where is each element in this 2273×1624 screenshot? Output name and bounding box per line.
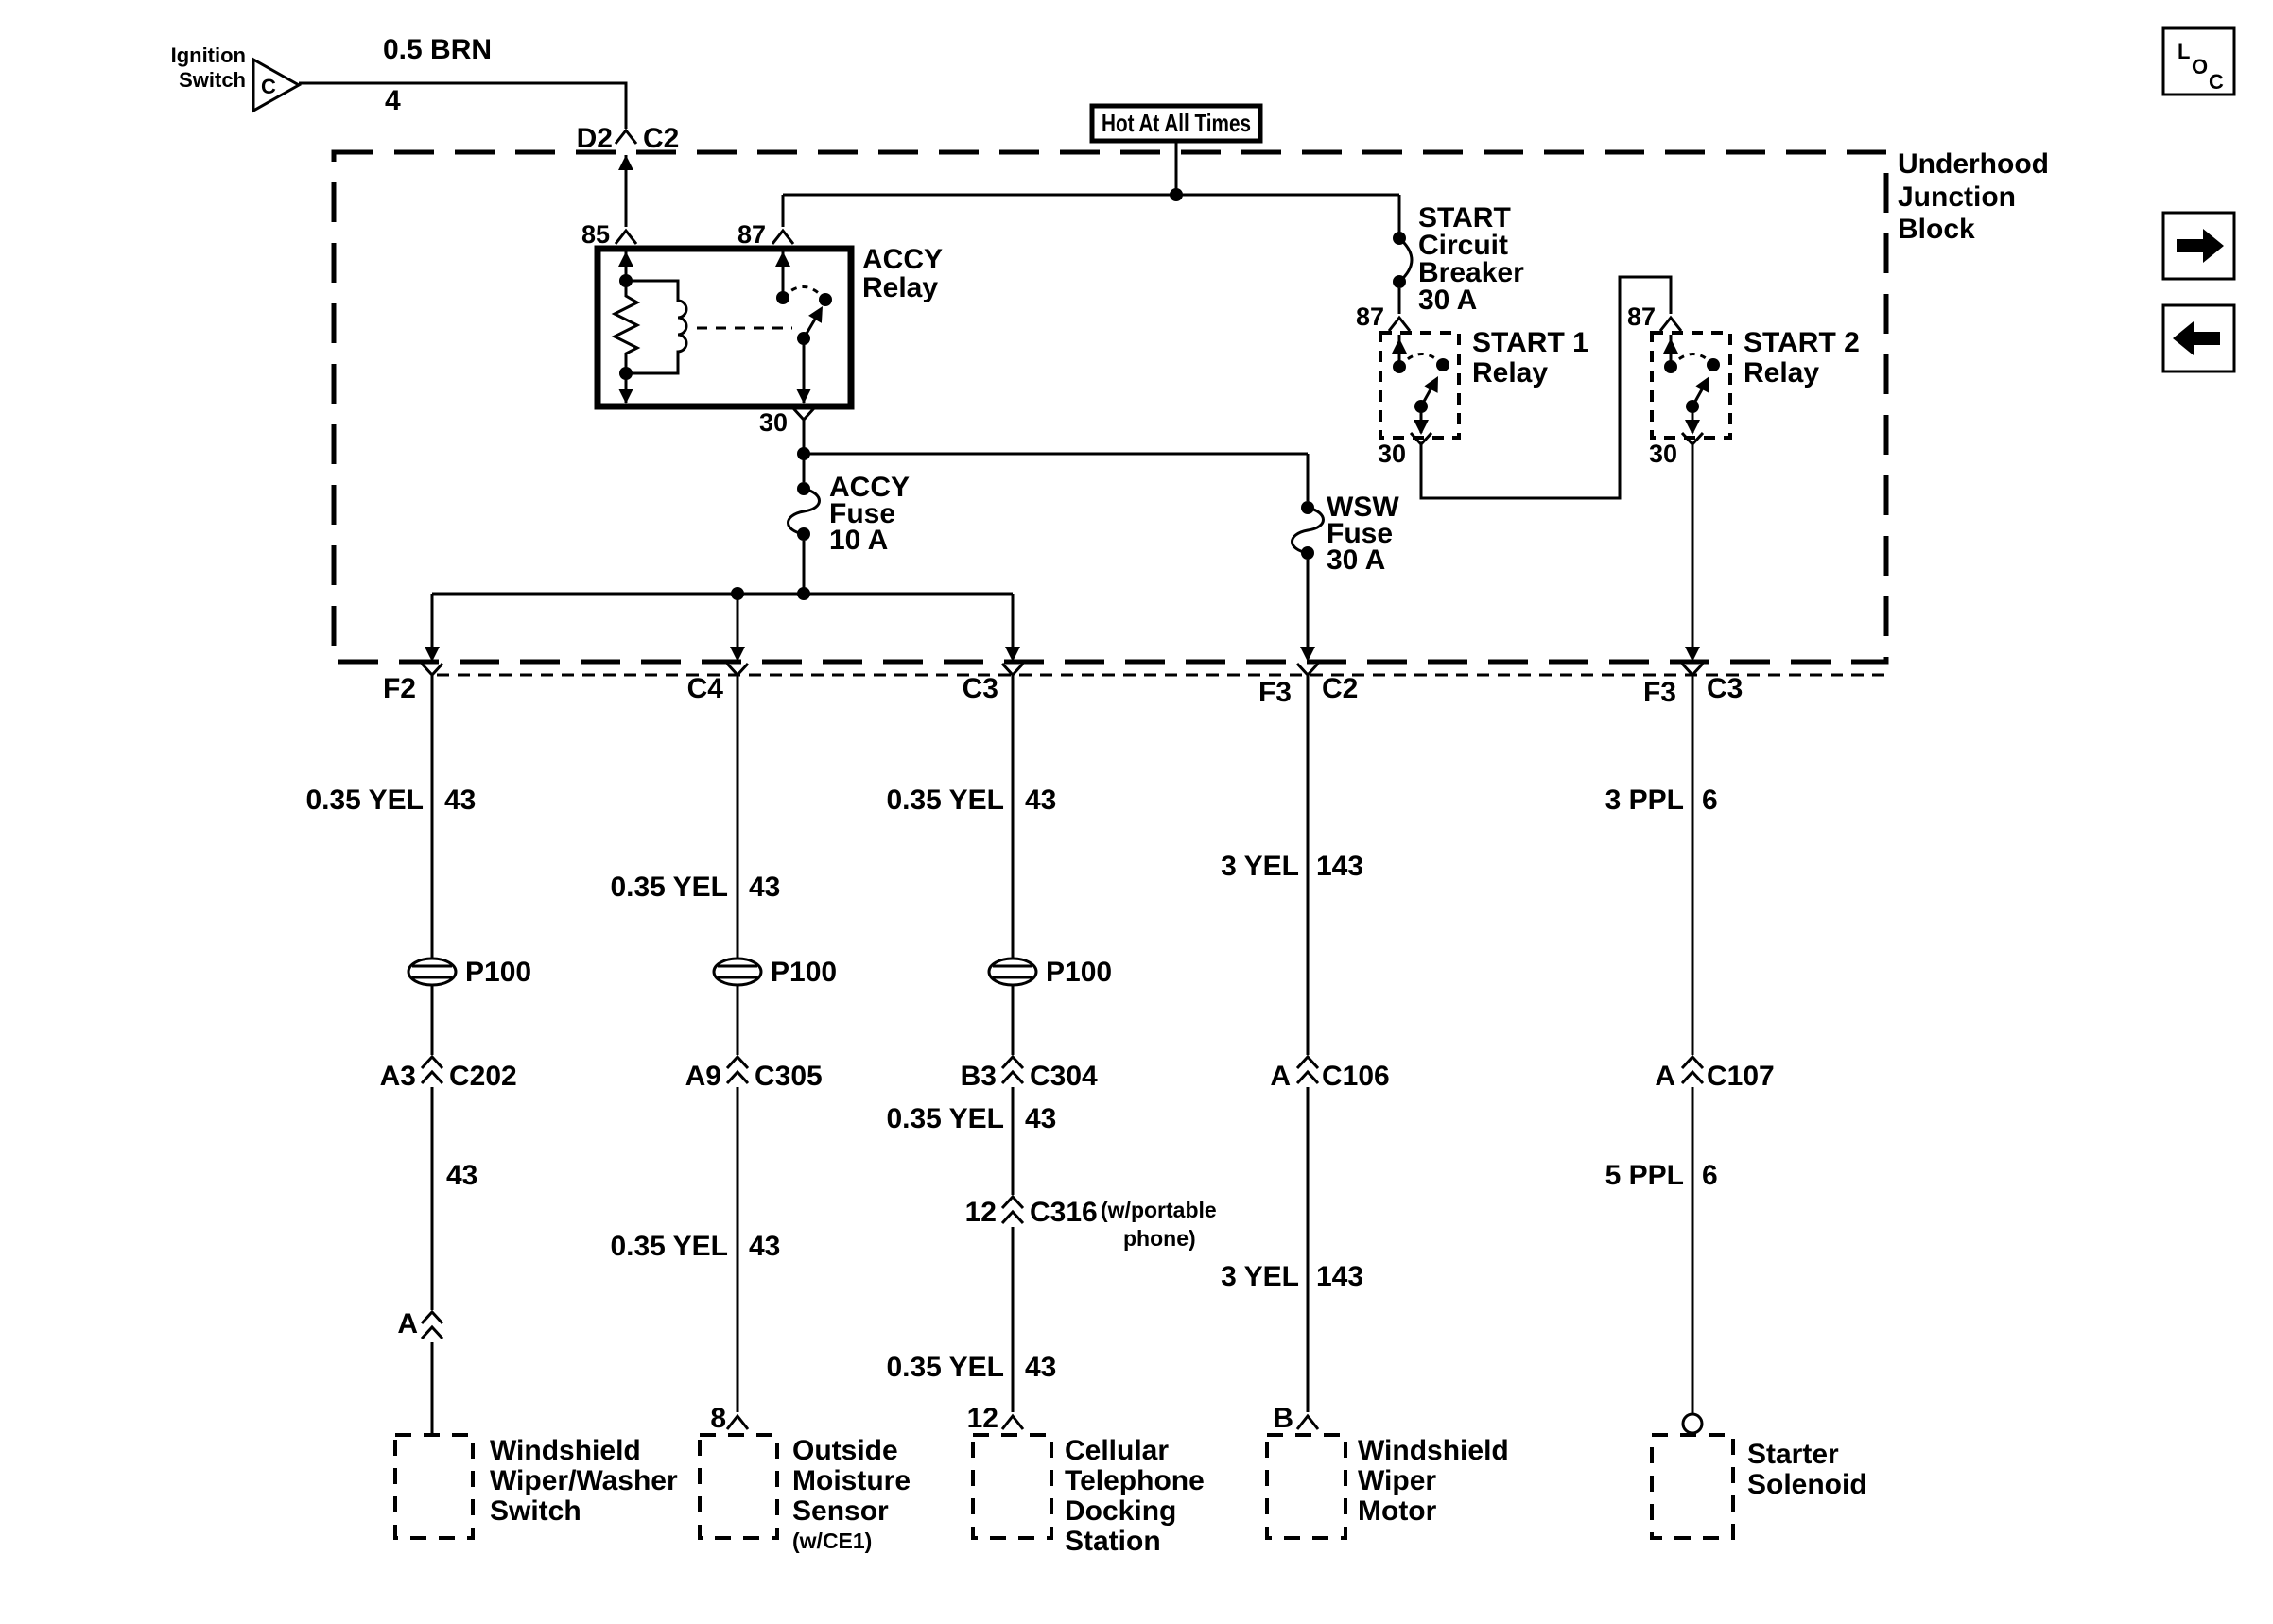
accy-pin85-chevron [616,231,636,244]
moisture-sensor-box [700,1435,777,1538]
circuit2-wirecolor2: 0.35 YEL [610,1231,728,1262]
loc-letter-l: L [2178,40,2191,63]
junction-block-name-line1: Underhood [1898,148,2049,180]
breaker-label-line2: Circuit [1418,230,1509,261]
breaker-arc [1399,238,1412,282]
device1-line1: Windshield [490,1435,641,1466]
junction-dot [776,291,789,304]
circuit-wiper-washer-switch [305,675,678,1538]
start2-pin30-label: 30 [1648,440,1677,468]
start1-pin30-label: 30 [1377,440,1406,468]
device-pin-chevron [1002,1416,1023,1429]
device3-line4: Station [1065,1526,1161,1557]
device5-line1: Starter [1747,1439,1839,1470]
hot-feed-bus [783,188,1399,233]
junction-dot [797,447,810,460]
circuit3-conn-id: C304 [1030,1061,1098,1092]
ignition-label-line2: Switch [179,68,246,92]
circuit5-wirecolor2: 5 PPL [1605,1160,1684,1191]
junction-dot [1414,400,1428,413]
start2-arrow-up [1663,338,1678,354]
inline-connector-chevron [1002,1057,1023,1083]
junction-dot [819,293,832,306]
loc-letter-c: C [2209,70,2224,94]
circuit2-circuitnum: 43 [749,872,781,903]
source-pin-letter: C [261,75,276,98]
next-arrow-button[interactable] [2163,213,2234,279]
junction-dot [797,587,810,600]
junction-dot [797,482,810,495]
junction-dot [1170,188,1183,201]
splice-symbol [408,959,456,985]
accy-pin87-chevron [772,231,793,244]
start2-pin87-chevron [1660,318,1681,331]
circuit3-circuitnum2: 43 [1025,1103,1057,1134]
circuit5-circuitnum: 6 [1702,785,1718,816]
conn-d2-label: D2 [576,123,613,154]
junction-block-dashed-border [334,152,1886,662]
inline-connector-chevron [422,1057,442,1083]
circuit3-wirecolor3: 0.35 YEL [886,1352,1004,1383]
circuit1-conn-pin: A3 [379,1061,416,1092]
circuit4-conn-pin: A [1270,1061,1291,1092]
accy-fuse-label-line1: ACCY [829,472,911,503]
wire-ignition-to-d2 [299,83,626,129]
device4-line1: Windshield [1358,1435,1509,1466]
junction-dot [1393,232,1406,245]
connector-label-f2: F2 [382,673,416,704]
ignition-label-line1: Ignition [170,43,246,67]
start1-relay [1356,277,1671,498]
circuit3-splice-label: P100 [1046,957,1113,988]
junction-block-name-line3: Block [1898,214,1975,245]
device1-line3: Switch [490,1495,581,1527]
back-arrow-button[interactable] [2163,305,2234,371]
start1-arrow-up [1392,338,1407,354]
device-pin-chevron [727,1416,748,1429]
start2-name-line2: Relay [1744,357,1820,389]
junction-block-bottom-connectors [383,664,1743,708]
wsw-fuse-label-line2: Fuse [1327,518,1394,549]
connector-label-c3: C3 [962,673,998,704]
circuit2-conn-pin: A9 [685,1061,721,1092]
loc-button[interactable] [2163,28,2234,95]
circuit3-conn2-id: C316 [1030,1197,1098,1228]
ignition-switch-source [171,34,680,227]
circuit3-conn-pin: B3 [960,1061,997,1092]
device3-line2: Telephone [1065,1465,1205,1496]
wsw-fuse-label-line1: WSW [1327,492,1399,523]
circuit2-wirecolor: 0.35 YEL [610,872,728,903]
circuit1-splice-label: P100 [465,957,532,988]
circuit2-pin-label: 8 [710,1403,726,1434]
accy-coil-arrow-up [618,251,633,267]
accy-relay-name-line2: Relay [862,272,939,303]
circuit1-pin-label: A [397,1308,418,1339]
accy-switch-arrow-up [775,251,790,267]
junction-dot [619,274,633,287]
start1-pin87-label: 87 [1355,302,1384,331]
circuit5-conn-pin: A [1655,1061,1675,1092]
accy-fuse-label-line2: Fuse [829,498,896,529]
wire-up-arrow [618,155,633,170]
circuit2-splice-label: P100 [771,957,838,988]
hot-at-all-times-tag [1092,106,1260,195]
circuit-cellular-docking-station [886,675,1216,1557]
wiper-motor-box [1267,1435,1345,1538]
inline-connector-chevron [1682,1057,1703,1083]
circuit3-wirecolor2: 0.35 YEL [886,1103,1004,1134]
hot-tag-label: Hot At All Times [1102,109,1251,137]
connector-label-c4: C4 [686,673,723,704]
splice-symbol [714,959,761,985]
start-circuit-breaker [1393,202,1524,316]
circuit4-pin-label: B [1273,1403,1293,1434]
accy-relay-name-line1: ACCY [862,244,944,275]
bus-wires [432,594,1013,648]
ring-terminal-icon [1683,1414,1702,1433]
circuit5-circuitnum2: 6 [1702,1160,1718,1191]
wire-color-label: 0.5 BRN [383,34,493,65]
device2-note: (w/CE1) [792,1529,873,1553]
start2-pin87-label: 87 [1626,302,1656,331]
wsw-fuse [1293,454,1400,662]
device4-line3: Motor [1358,1495,1437,1527]
circuit5-wirecolor: 3 PPL [1605,785,1684,816]
circuit3-conn2-note-line2: phone) [1123,1226,1196,1251]
accy-coil-arrow-down [618,389,633,404]
circuit5-conn-id: C107 [1707,1061,1775,1092]
circuit3-pin-label: 12 [966,1403,998,1434]
start1-name-line2: Relay [1472,357,1549,389]
circuit4-circuitnum2: 143 [1316,1261,1364,1292]
start1-name-line1: START 1 [1472,327,1588,358]
inline-connector-chevron [1297,1057,1318,1083]
circuit1-conn-id: C202 [449,1061,517,1092]
conn-c2-label: C2 [643,123,680,154]
wire-circuit-label: 4 [385,85,401,116]
splice-symbol [989,959,1036,985]
circuit4-wirecolor2: 3 YEL [1221,1261,1299,1292]
docking-station-box [973,1435,1051,1538]
accy-pin30-label: 30 [758,408,788,437]
d2c2-connector-chevron [616,130,636,144]
junction-dot [1686,400,1699,413]
bus-87-wires [783,195,1399,233]
inline-connector-chevron [1002,1197,1023,1223]
device2-line2: Moisture [792,1465,911,1496]
start1-blade-arrowhead [1424,372,1445,393]
inline-connector-chevron [727,1057,748,1083]
device3-line3: Docking [1065,1495,1177,1527]
junction-dot [1436,358,1449,371]
circuit3-circuitnum3: 43 [1025,1352,1057,1383]
connector-label-c3b-right: C3 [1707,673,1744,704]
circuit1-mid-circuitnum: 43 [446,1160,478,1191]
circuit4-circuitnum: 143 [1316,851,1364,882]
connector-label-f3-left: F3 [1258,677,1292,708]
device2-line1: Outside [792,1435,898,1466]
device5-line2: Solenoid [1747,1469,1867,1500]
junction-dot [1301,546,1314,560]
accy-pin87-label: 87 [737,220,766,249]
circuit3-conn2-pin: 12 [964,1197,997,1228]
junction-block-name-line2: Junction [1898,181,2016,213]
wiper-washer-switch-box [395,1435,473,1538]
junction-dot [797,332,810,345]
circuit-outside-moisture-sensor [610,675,911,1553]
start2-name-line1: START 2 [1744,327,1860,358]
loc-letter-o: O [2192,55,2209,78]
circuit2-conn-id: C305 [755,1061,823,1092]
accy-fuse [789,431,1309,594]
device4-line2: Wiper [1358,1465,1437,1496]
device2-line3: Sensor [792,1495,889,1527]
circuit3-circuitnum: 43 [1025,785,1057,816]
breaker-label-line3: Breaker [1418,257,1524,288]
accy-fuse-element [789,489,820,534]
circuit3-wirecolor: 0.35 YEL [886,785,1004,816]
junction-dot [1301,501,1314,514]
circuit4-conn-id: C106 [1322,1061,1390,1092]
wsw-fuse-element [1293,508,1324,553]
device3-line1: Cellular [1065,1435,1170,1466]
wsw-fuse-label-line3: 30 A [1327,544,1386,576]
junction-dot [797,527,810,541]
start1-arrow-down [1414,420,1429,435]
accy-relay [581,220,943,437]
circuit-starter-solenoid [1605,675,1867,1538]
start2-arrow-down [1685,420,1700,435]
junction-dot [1664,360,1677,373]
circuit2-circuitnum2: 43 [749,1231,781,1262]
connector-label-c2-right: C2 [1322,673,1359,704]
junction-dot [1393,360,1406,373]
start2-blade-arrowhead [1695,372,1716,393]
accy-pin85-label: 85 [581,220,610,249]
junction-dot [731,587,744,600]
junction-dot [619,367,633,380]
start2-relay [1627,302,1860,662]
starter-solenoid-box [1652,1435,1733,1538]
accy-output-arrow-down [796,389,811,404]
accy-pin30-chevron [793,408,814,431]
breaker-label-line1: START [1418,202,1511,233]
start1-pin87-chevron [1389,318,1410,331]
junction-dot [1707,358,1720,371]
device-pin-chevron [1297,1416,1318,1429]
junction-dot [1393,275,1406,288]
circuit4-wirecolor: 3 YEL [1221,851,1299,882]
breaker-label-line4: 30 A [1418,285,1478,316]
circuit3-conn2-note-line1: (w/portable [1101,1198,1217,1222]
circuit1-wirecolor: 0.35 YEL [305,785,424,816]
accy-distribution-bus [425,587,1020,662]
inline-connector-chevron [422,1312,442,1339]
circuit-wiper-motor [1221,675,1509,1538]
connector-label-f3b-left: F3 [1642,677,1676,708]
accy-fuse-label-line3: 10 A [829,525,889,556]
device1-line2: Wiper/Washer [490,1465,678,1496]
circuit1-circuitnum: 43 [444,785,477,816]
